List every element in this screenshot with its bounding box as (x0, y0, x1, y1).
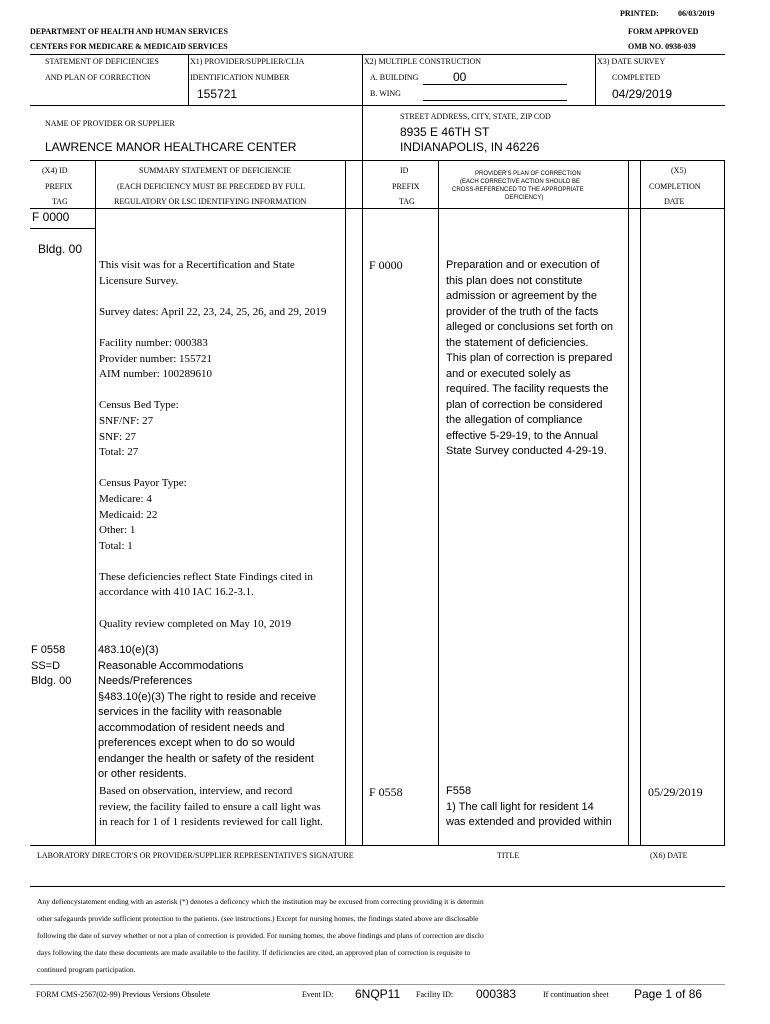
disclaimer-text: Any defiencystatement ending with an asterisk (*) denotes a deficency which the institution may be excused from correcting providing it is determin other safegaurds provide sufficient protection to the patients. (see instructions.) Except for nursing homes, the findings stated above are disclosable following the date of survey whether or not a plan of correction is provided. For nursing homes, the above findings and plans of correction are disclo days following the date these documents are made available to the facility. If deficiencies are cited, an approved plan of correction is requisite to continued program participation. (37, 897, 484, 974)
x2-label: X2) MULTIPLE CONSTRUCTION (364, 57, 482, 66)
x4-header: (X4) ID (42, 166, 68, 175)
continuation-label: If continuation sheet (543, 990, 609, 999)
rule (30, 886, 725, 887)
signature-label: LABORATORY DIRECTOR'S OR PROVIDER/SUPPLIER REPRESENTATIVE'S SIGNATURE (37, 851, 354, 860)
printed-date: 06/03/2019 (678, 9, 715, 18)
x5-header-2: COMPLETION (649, 182, 701, 191)
summary-statement: This visit was for a Recertification and State Licensure Survey. Survey dates: April 22, 23, 24, 25, 26, and 29, 2019 Facility number: 000383 Provider number: 155721 AIM number: 100289610 Census Bed Type: SNF/NF: 27 SNF: 27 Total: 27 Census Payor Type: Medicare: 4 Medicaid: 22 Other: 1 Total: 1 These deficiencies reflect State Findings cited in accordance with 410 IAC 16.2-3.1. Quality review completed on May 10, 2019 (99, 259, 327, 630)
statement-label-2: AND PLAN OF CORRECTION (45, 73, 151, 82)
provider-number: 155721 (197, 87, 238, 101)
x1-label-2: IDENTIFICATION NUMBER (190, 73, 290, 82)
id-header-2: PREFIX (392, 182, 420, 191)
x4-header-3: TAG (52, 197, 68, 206)
rule (640, 160, 641, 845)
id-prefix-tag: F 0558 (369, 785, 403, 799)
wing-label: B. WING (370, 89, 401, 98)
rule (438, 160, 439, 845)
rule (30, 228, 95, 229)
summary-header-3: REGULATORY OR LSC IDENTIFYING INFORMATION (114, 197, 307, 206)
omb-number: OMB NO. 0938-039 (628, 42, 696, 51)
form-approved-label: FORM APPROVED (628, 27, 699, 36)
event-id-label: Event ID: (302, 990, 334, 999)
x3-label: X3) DATE SURVEY (597, 57, 666, 66)
address-label: STREET ADDRESS, CITY, STATE, ZIP COD (400, 112, 551, 121)
department-title: DEPARTMENT OF HEALTH AND HUMAN SERVICES (30, 27, 228, 36)
plan-of-correction: Preparation and or execution of this plan does not constitute admission or agreement by the provider of the truth of the facts alleged or conclusions set forth on the statement of deficiencies. This plan of correction is prepared and or executed solely as required. The facility requests the plan of correction be considered the allegation of compliance effective 5-29-19, to the Annual State Survey conducted 4-29-19. (446, 259, 613, 457)
form-label: FORM CMS-2567(02-99) Previous Versions Obsolete (36, 990, 211, 999)
cms-title: CENTERS FOR MEDICARE & MEDICAID SERVICES (30, 42, 228, 51)
x5-header: (X5) (671, 166, 687, 175)
address-street: 8935 E 46TH ST (400, 125, 490, 139)
rule (30, 105, 725, 106)
rule (188, 54, 189, 105)
x4-header-2: PREFIX (45, 182, 73, 191)
rule (628, 160, 629, 845)
x3-label-2: COMPLETED (612, 73, 660, 82)
building-label: A. BUILDING (370, 73, 419, 82)
event-id: 6NQP11 (355, 987, 401, 1001)
x5-header-3: DATE (664, 197, 685, 206)
finding-text: Based on observation, interview, and record review, the facility failed to ensure a call light was in reach for 1 of 1 residents reviewed for call light. (99, 785, 323, 829)
rule (30, 54, 725, 55)
summary-header-2: (EACH DEFICIENCY MUST BE PRECEDED BY FULL (117, 182, 306, 191)
plan-of-correction: F558 1) The call light for resident 14 was extended and provided within (446, 785, 612, 828)
rule (724, 160, 725, 845)
x6-date-label: (X6) DATE (650, 851, 688, 860)
survey-date: 04/29/2019 (612, 87, 673, 101)
building-value: 00 (453, 70, 467, 84)
prefix-tag: F 0000 (32, 210, 70, 224)
printed-label: PRINTED: (620, 9, 659, 18)
completion-date: 05/29/2019 (648, 785, 703, 799)
rule (423, 84, 567, 85)
building-tag: Bldg. 00 (38, 242, 83, 256)
regulation-text: 483.10(e)(3) Reasonable Accommodations Needs/Preferences §483.10(e)(3) The right to reside and receive services in the facility with reasonable accommodation of resident needs and preferences except when to do so would endanger the health or safety of the resident or other residents. (98, 644, 317, 780)
x1-label: X1) PROVIDER/SUPPLIER/CLIA (190, 57, 305, 66)
plan-header-3: CROSS-REFERENCED TO THE APPROPRIATE (452, 187, 584, 193)
id-header-3: TAG (399, 197, 415, 206)
address-city: INDIANAPOLIS, IN 46226 (400, 140, 540, 154)
id-prefix-tag: F 0000 (369, 258, 403, 272)
summary-header: SUMMARY STATEMENT OF DEFICIENCIE (139, 166, 292, 175)
plan-header-4: DEFICIENCY) (505, 195, 544, 201)
rule (95, 160, 96, 845)
rule (30, 208, 725, 209)
title-label: TITLE (497, 851, 520, 860)
rule (30, 984, 725, 985)
statement-label: STATEMENT OF DEFICIENCIES (45, 57, 159, 66)
rule (30, 160, 725, 161)
facility-id: 000383 (476, 987, 517, 1001)
facility-id-label: Facility ID: (416, 990, 454, 999)
prefix-tag: F 0558 SS=D Bldg. 00 (31, 644, 72, 687)
page-number: Page 1 of 86 (634, 987, 703, 1001)
rule (423, 100, 567, 101)
id-header: ID (400, 166, 409, 175)
rule (595, 54, 596, 105)
provider-name: LAWRENCE MANOR HEALTHCARE CENTER (45, 140, 297, 154)
rule (345, 160, 346, 845)
rule (362, 54, 363, 160)
plan-header-2: (EACH CORRECTIVE ACTION SHOULD BE (460, 179, 581, 185)
provider-name-label: NAME OF PROVIDER OR SUPPLIER (45, 119, 175, 128)
plan-header: PROVIDER'S PLAN OF CORRECTION (475, 171, 581, 177)
rule (30, 845, 725, 846)
rule (362, 160, 363, 845)
